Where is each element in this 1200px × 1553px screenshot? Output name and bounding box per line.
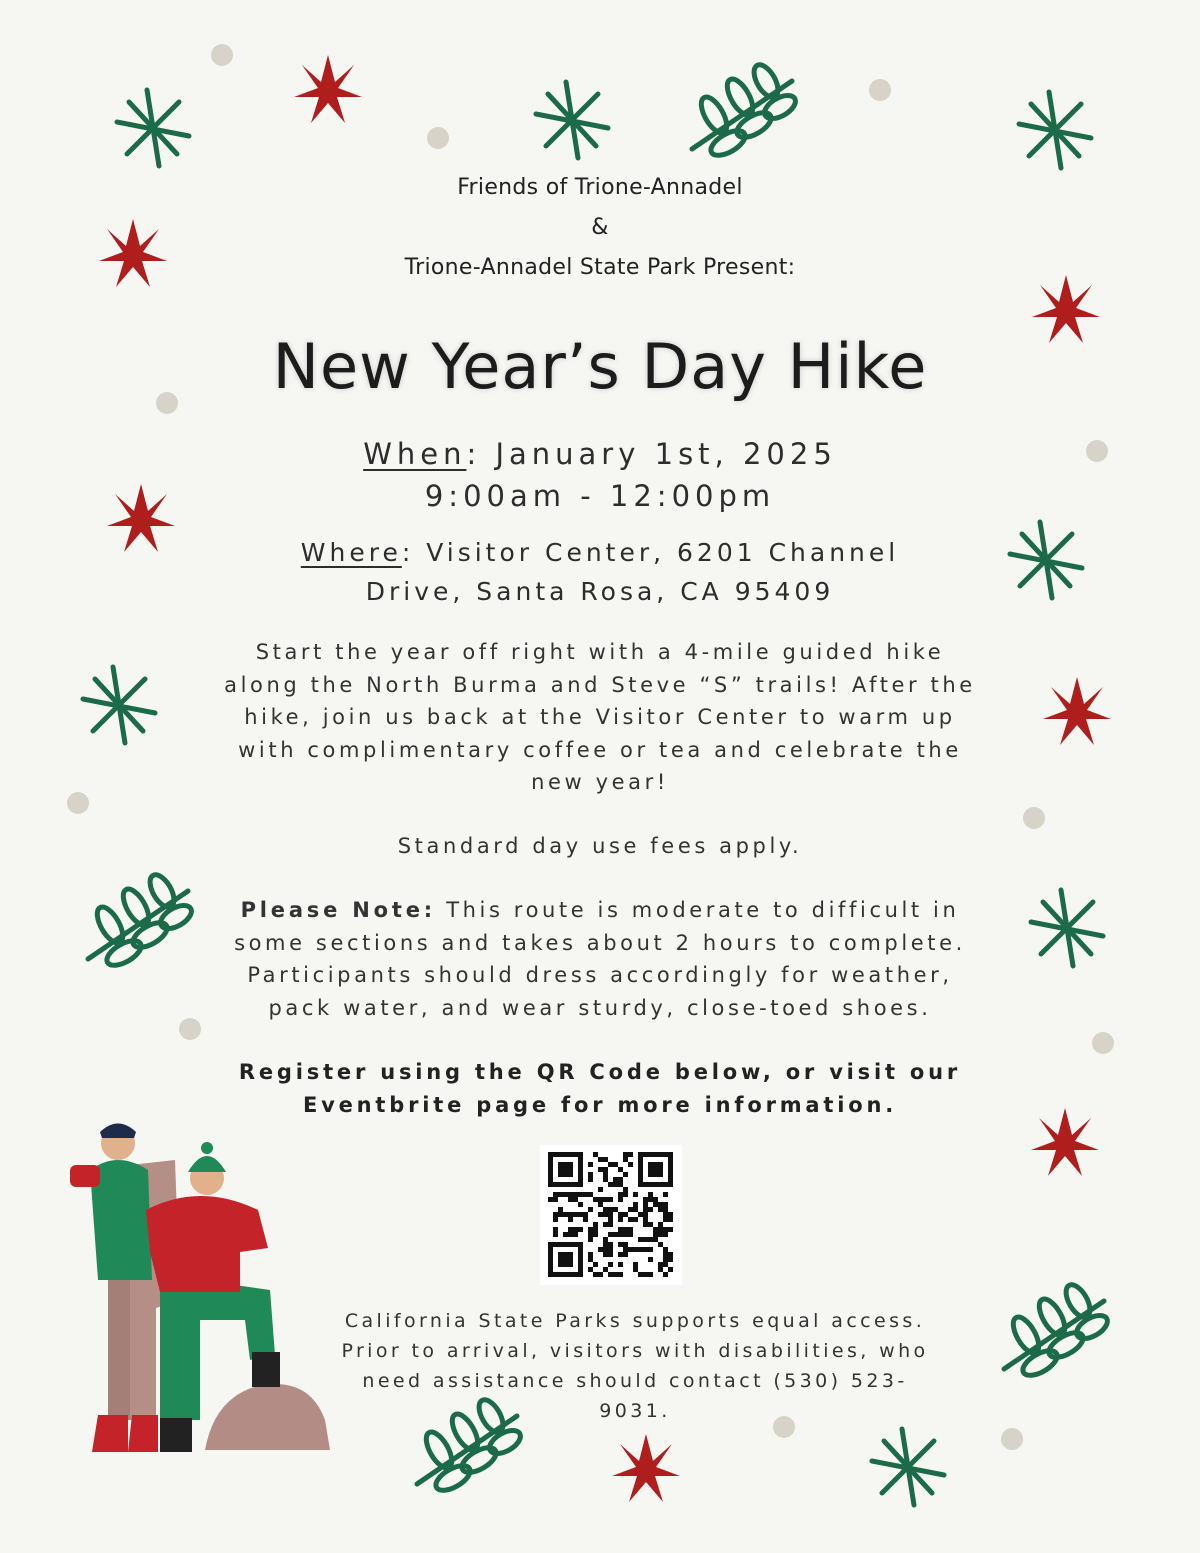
when-label: When	[363, 437, 467, 471]
note-line-3: Participants should dress accordingly for weather,	[247, 963, 953, 987]
description	[0, 636, 1200, 799]
green-spark-icon	[872, 1429, 944, 1505]
description-line: with complimentary coffee or tea and celebrate the	[238, 737, 962, 762]
description-line: new year!	[531, 770, 669, 794]
when-block	[0, 433, 1200, 517]
access-line: 9031.	[599, 1400, 671, 1422]
qr-code[interactable]	[540, 1145, 682, 1285]
where-label: Where	[300, 538, 402, 567]
note-line-4: pack water, and wear sturdy, close-toed shoes.	[268, 995, 932, 1020]
green-spark-icon	[117, 90, 189, 166]
leaf-branch-icon	[692, 61, 799, 160]
access-line: Prior to arrival, visitors with disabilities, who	[341, 1340, 929, 1362]
register-line-2: Eventbrite page for more information.	[303, 1093, 897, 1117]
when-time: 9:00am - 12:00pm	[424, 479, 776, 513]
fees-text: Standard day use fees apply.	[397, 834, 803, 858]
description-line: along the North Burma and Steve “S” trails! After the	[224, 672, 976, 697]
green-spark-icon	[536, 82, 608, 158]
note-label: Please Note:	[240, 898, 436, 922]
hikers-illustration	[70, 1124, 330, 1453]
description-line: hike, join us back at the Visitor Center to warm up	[244, 705, 956, 729]
leaf-branch-icon	[1004, 1281, 1111, 1380]
presenter-block	[0, 168, 1200, 288]
register-block	[0, 1056, 1200, 1122]
red-star-icon	[612, 1434, 680, 1502]
presenter-line-3: Trione-Annadel State Park Present:	[404, 255, 796, 280]
note-line-2: some sections and takes about 2 hours to complete.	[234, 930, 966, 955]
green-spark-icon	[1019, 92, 1091, 168]
access-block	[330, 1306, 940, 1426]
note-block	[0, 894, 1200, 1024]
access-line: California State Parks supports equal access.	[344, 1310, 926, 1332]
access-line: need assistance should contact (530) 523-	[362, 1370, 908, 1392]
where-line-2: Drive, Santa Rosa, CA 95409	[365, 577, 835, 606]
presenter-line-2: &	[591, 215, 609, 240]
description-line: Start the year off right with a 4-mile guided hike	[255, 640, 945, 664]
register-line-1: Register using the QR Code below, or visit our	[238, 1060, 962, 1084]
red-star-icon	[294, 55, 362, 123]
where-line-1: : Visitor Center, 6201 Channel	[401, 538, 900, 567]
when-date: : January 1st, 2025	[466, 437, 837, 471]
where-block	[0, 533, 1200, 611]
note-line-1: This route is moderate to difficult in	[435, 898, 960, 922]
event-title: New Year’s Day Hike	[272, 330, 928, 403]
presenter-line-1: Friends of Trione-Annadel	[457, 175, 743, 200]
